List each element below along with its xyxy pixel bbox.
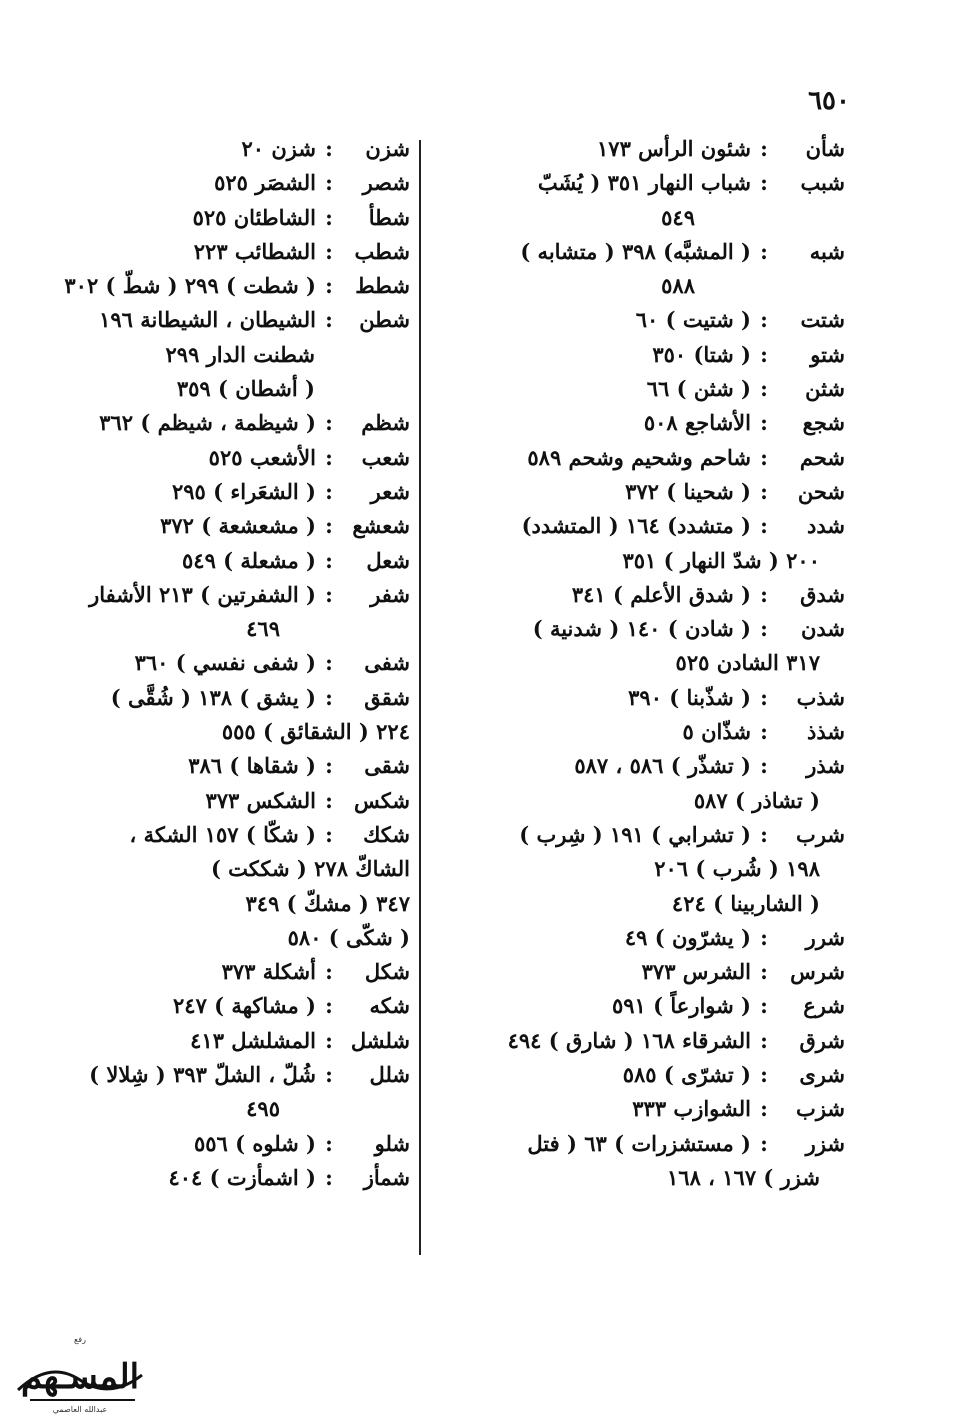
entry-root: شطب	[354, 238, 410, 264]
entry-colon: :	[760, 1027, 768, 1053]
index-entry	[440, 921, 845, 955]
index-entry	[35, 818, 410, 955]
entry-root: شطط	[355, 273, 410, 299]
entry-text: ٢٢٤ ( الشقائق ) ٥٥٥	[221, 719, 410, 745]
entry-colon: :	[325, 478, 333, 504]
entry-colon: :	[325, 821, 333, 847]
entry-root: شعل	[366, 547, 410, 573]
entry-text: أشكلة ٣٧٣	[221, 959, 316, 985]
entry-text: ( مستشزرات ) ٦٣ ( فتل	[527, 1130, 751, 1156]
entry-text: ( تشرّى ) ٥٨٥	[622, 1062, 751, 1088]
index-entry	[35, 201, 410, 235]
entry-text: ( شتا) ٣٥٠	[652, 341, 751, 367]
entry-colon: :	[760, 170, 768, 196]
entry-first-line	[440, 372, 845, 406]
entry-root: شلل	[369, 1062, 410, 1088]
index-entry	[440, 509, 845, 578]
entry-colon: :	[325, 238, 333, 264]
entry-text: شطنت الدار ٢٩٩	[165, 341, 315, 367]
entry-root: شتو	[810, 341, 845, 367]
index-entry	[440, 681, 845, 715]
entry-text: ( تشاذر ) ٥٨٧	[693, 787, 820, 813]
entry-first-line	[440, 1024, 845, 1058]
entry-root: شزب	[796, 1096, 845, 1122]
index-entry	[440, 1127, 845, 1196]
index-entry	[440, 578, 845, 612]
entry-colon: :	[760, 1062, 768, 1088]
entry-text: الشرس ٣٧٣	[641, 959, 751, 985]
entry-text: ( شثن ) ٦٦	[646, 376, 751, 402]
index-column-left	[35, 132, 410, 1195]
entry-root: شحم	[799, 444, 845, 470]
entry-continuation-line	[440, 646, 845, 680]
entry-first-line	[440, 818, 845, 852]
entry-text: ( الشفرتين ) ٢١٣ الأشفار	[89, 581, 316, 607]
entry-first-line	[35, 578, 410, 612]
entry-text: ( يشق ) ١٣٨ ( شُقَّى )	[110, 684, 316, 710]
entry-root: شرق	[799, 1027, 845, 1053]
entry-text: ( شكّى ) ٥٨٠	[287, 924, 410, 950]
index-entry	[440, 303, 845, 337]
entry-text: شباب النهار ٣٥١ ( يُشَبّ	[537, 170, 751, 196]
entry-root: شعب	[361, 444, 410, 470]
entry-colon: :	[760, 1096, 768, 1122]
entry-root: شظم	[361, 410, 410, 436]
entry-text: ( مشاكهة ) ٢٤٧	[173, 993, 316, 1019]
entry-colon: :	[325, 993, 333, 1019]
index-entry	[35, 646, 410, 680]
entry-text: ٥٨٨	[661, 273, 695, 299]
index-entry	[440, 406, 845, 440]
entry-colon: :	[760, 959, 768, 985]
entry-text: ( تشرابي ) ١٩١ ( شِرب )	[519, 821, 751, 847]
entry-first-line	[440, 509, 845, 543]
entry-first-line	[35, 1024, 410, 1058]
entry-colon: :	[325, 753, 333, 779]
entry-text: شُلّ ، الشلّ ٣٩٣ ( شِلالا )	[89, 1062, 316, 1088]
entry-colon: :	[325, 307, 333, 333]
index-entry	[35, 749, 410, 783]
entry-continuation-line	[440, 1161, 845, 1195]
index-column-right	[440, 132, 845, 1195]
entry-text: ( شيظمة ، شيظم ) ٣٦٢	[99, 410, 316, 436]
entry-text: ( المشبَّه) ٣٩٨ ( متشابه )	[520, 238, 751, 264]
entry-colon: :	[760, 616, 768, 642]
entry-text: الأشعب ٥٢٥	[208, 444, 316, 470]
entry-colon: :	[325, 410, 333, 436]
index-entry	[35, 784, 410, 818]
entry-text: الشطائب ٢٢٣	[193, 238, 316, 264]
index-entry	[35, 475, 410, 509]
entry-colon: :	[325, 136, 333, 161]
entry-root: شدن	[800, 616, 845, 642]
entry-colon: :	[325, 273, 333, 299]
entry-text: الشوازب ٣٣٣	[632, 1096, 751, 1122]
entry-text: ( شتيت ) ٦٠	[635, 307, 751, 333]
entry-first-line	[35, 201, 410, 235]
entry-root: شكل	[364, 959, 410, 985]
index-entry	[35, 1127, 410, 1161]
entry-root: شرر	[805, 924, 845, 950]
entry-first-line	[35, 132, 410, 166]
entry-root: شصر	[362, 170, 410, 196]
entry-colon: :	[760, 478, 768, 504]
index-entry	[440, 749, 845, 818]
entry-root: شعر	[370, 478, 410, 504]
entry-root: شدق	[800, 581, 845, 607]
entry-root: شذر	[806, 753, 845, 779]
entry-text: ( شذّبنا ) ٣٩٠	[628, 684, 751, 710]
entry-text: الشرقاء ١٦٨ ( شارق ) ٤٩٤	[507, 1027, 751, 1053]
index-entry	[35, 235, 410, 269]
entry-first-line	[35, 955, 410, 989]
index-entry	[35, 1161, 410, 1195]
entry-first-line	[35, 1058, 410, 1092]
entry-text: شاحم وشحيم وشحم ٥٨٩	[527, 444, 751, 470]
entry-first-line	[35, 1127, 410, 1161]
entry-first-line	[440, 1058, 845, 1092]
entry-colon: :	[760, 581, 768, 607]
index-entry	[440, 818, 845, 921]
entry-root: شرب	[796, 821, 845, 847]
entry-continuation-line	[35, 887, 410, 921]
entry-text: ( شفى نفسي ) ٣٦٠	[134, 650, 316, 676]
entry-colon: :	[760, 993, 768, 1019]
entry-colon: :	[325, 170, 333, 196]
entry-colon: :	[760, 684, 768, 710]
entry-first-line	[35, 269, 410, 303]
entry-root: شفر	[370, 581, 410, 607]
entry-text: ٤٩٥	[246, 1096, 280, 1122]
entry-text: شزن ٢٠	[241, 136, 316, 161]
watermark-main-text: المسـهم	[20, 1357, 140, 1397]
index-entry	[35, 132, 410, 166]
entry-text: ( شوارعاً ) ٥٩١	[612, 993, 751, 1019]
entry-first-line	[35, 406, 410, 440]
index-entry	[440, 989, 845, 1023]
entry-first-line	[440, 166, 845, 200]
entry-root: شثن	[805, 376, 845, 402]
index-entry	[440, 372, 845, 406]
entry-text: ٥٤٩	[661, 204, 695, 230]
entry-text: ( شحينا ) ٣٧٢	[625, 478, 751, 504]
entry-colon: :	[325, 787, 333, 813]
entry-root: شرى	[799, 1062, 845, 1088]
entry-root: شزن	[365, 136, 410, 161]
entry-text: ١٩٨ ( شُرب ) ٢٠٦	[654, 856, 820, 882]
entry-text: ( شكّا ) ١٥٧ الشكة ،	[129, 821, 316, 847]
entry-text: شئون الرأس ١٧٣	[597, 136, 751, 161]
entry-root: شمأز	[363, 1164, 410, 1190]
entry-first-line	[35, 509, 410, 543]
entry-first-line	[440, 715, 845, 749]
index-entry	[440, 715, 845, 749]
entry-first-line	[35, 235, 410, 269]
entry-first-line	[440, 235, 845, 269]
publisher-watermark	[10, 1320, 150, 1415]
entry-colon: :	[760, 444, 768, 470]
entry-first-line	[35, 1161, 410, 1195]
index-entry	[35, 509, 410, 543]
entry-first-line	[35, 818, 410, 852]
index-entry	[440, 338, 845, 372]
entry-colon: :	[325, 959, 333, 985]
entry-text: الشاكّ ٢٧٨ ( شككت )	[210, 856, 410, 882]
entry-root: شلشل	[350, 1027, 410, 1053]
index-entry	[440, 235, 845, 304]
index-entry	[35, 544, 410, 578]
index-entry	[440, 441, 845, 475]
entry-root: شبب	[800, 170, 845, 196]
entry-text: ( تشذّر ) ٥٨٦ ، ٥٨٧	[574, 753, 751, 779]
entry-root: شطأ	[368, 204, 410, 230]
entry-text: الشصَر ٥٢٥	[214, 170, 316, 196]
entry-root: شرس	[790, 959, 845, 985]
entry-continuation-line	[35, 612, 410, 646]
entry-continuation-line	[35, 372, 410, 406]
entry-continuation-line	[440, 784, 845, 818]
entry-first-line	[440, 955, 845, 989]
entry-colon: :	[325, 1062, 333, 1088]
entry-first-line	[440, 921, 845, 955]
entry-colon: :	[325, 684, 333, 710]
entry-continuation-line	[440, 852, 845, 886]
page-number: ٦٥٠	[808, 86, 850, 116]
entry-first-line	[440, 132, 845, 166]
entry-first-line	[440, 681, 845, 715]
entry-root: شرع	[803, 993, 845, 1019]
entry-continuation-line	[35, 715, 410, 749]
entry-first-line	[440, 749, 845, 783]
entry-first-line	[440, 989, 845, 1023]
entry-colon: :	[325, 650, 333, 676]
entry-root: شطن	[359, 307, 410, 333]
entry-continuation-line	[440, 544, 845, 578]
entry-text: شذّان ٥	[682, 719, 751, 745]
index-entry	[35, 578, 410, 647]
entry-text: ( الشاربينا ) ٤٢٤	[671, 890, 820, 916]
index-entry	[35, 269, 410, 303]
entry-text: ( يشرّون ) ٤٩	[624, 924, 751, 950]
index-entry	[35, 166, 410, 200]
entry-root: شزر	[805, 1130, 845, 1156]
watermark-sub-text: عبدالله العاصمي	[52, 1405, 108, 1414]
entry-root: شكس	[354, 787, 410, 813]
entry-continuation-line	[35, 921, 410, 955]
index-entry	[35, 441, 410, 475]
entry-root: شدد	[807, 513, 845, 539]
entry-first-line	[35, 544, 410, 578]
entry-root: شذب	[796, 684, 845, 710]
entry-continuation-line	[35, 1092, 410, 1126]
entry-text: ( مشعشعة ) ٣٧٢	[160, 513, 316, 539]
entry-continuation-line	[440, 887, 845, 921]
entry-colon: :	[325, 581, 333, 607]
entry-text: ( شطت ) ٢٩٩ ( شطّ ) ٣٠٢	[64, 273, 316, 299]
entry-first-line	[440, 406, 845, 440]
entry-text: ( شادن ) ١٤٠ ( شدنية )	[532, 616, 751, 642]
index-entry	[35, 303, 410, 406]
entry-root: شذذ	[807, 719, 845, 745]
entry-first-line	[440, 475, 845, 509]
entry-colon: :	[325, 204, 333, 230]
entry-first-line	[440, 338, 845, 372]
entry-first-line	[35, 646, 410, 680]
entry-first-line	[35, 441, 410, 475]
entry-root: شقق	[364, 684, 410, 710]
entry-text: المشلشل ٤١٣	[190, 1027, 316, 1053]
index-entry	[440, 132, 845, 166]
entry-colon: :	[760, 1130, 768, 1156]
entry-colon: :	[760, 513, 768, 539]
entry-colon: :	[760, 821, 768, 847]
watermark-logo-icon	[10, 1320, 150, 1415]
entry-text: ( شلوه ) ٥٥٦	[193, 1130, 316, 1156]
index-entry	[35, 989, 410, 1023]
entry-colon: :	[760, 307, 768, 333]
entry-colon: :	[325, 1027, 333, 1053]
entry-colon: :	[760, 136, 768, 161]
index-entry	[35, 1058, 410, 1127]
entry-text: ( شدق الأعلم ) ٣٤١	[571, 581, 751, 607]
index-entry	[440, 612, 845, 681]
index-entry	[440, 1092, 845, 1126]
entry-colon: :	[760, 924, 768, 950]
index-entry	[440, 1058, 845, 1092]
entry-text: الشكس ٣٧٣	[205, 787, 316, 813]
entry-first-line	[35, 681, 410, 715]
entry-text: ٣١٧ الشادن ٥٢٥	[675, 650, 820, 676]
entry-root: شقى	[364, 753, 410, 779]
entry-root: شفى	[364, 650, 410, 676]
index-entry	[35, 406, 410, 440]
entry-colon: :	[760, 410, 768, 436]
entry-colon: :	[325, 1164, 333, 1190]
entry-text: ٤٦٩	[246, 616, 280, 642]
entry-text: ( أشطان ) ٣٥٩	[176, 376, 315, 402]
entry-text: الشاطئان ٥٢٥	[192, 204, 316, 230]
entry-text: ٢٠٠ ( شدّ النهار ) ٣٥١	[622, 547, 820, 573]
entry-root: شلو	[374, 1130, 410, 1156]
entry-root: شأن	[805, 136, 845, 161]
index-entry	[440, 475, 845, 509]
entry-colon: :	[760, 238, 768, 264]
entry-root: شعشع	[352, 513, 410, 539]
watermark-top-text: رفع	[74, 1335, 86, 1344]
entry-text: ( الشعَراء ) ٢٩٥	[171, 478, 316, 504]
entry-text: ( اشمأزت ) ٤٠٤	[168, 1164, 316, 1190]
entry-text: شزر ) ١٦٧ ، ١٦٨	[667, 1164, 820, 1190]
entry-root: شحن	[797, 478, 845, 504]
entry-first-line	[35, 749, 410, 783]
entry-root: شكك	[363, 821, 410, 847]
entry-text: ( متشدد) ١٦٤ ( المتشدد)	[521, 513, 751, 539]
entry-colon: :	[325, 444, 333, 470]
entry-root: شجع	[802, 410, 845, 436]
index-entry	[440, 1024, 845, 1058]
entry-first-line	[35, 989, 410, 1023]
index-entry	[35, 955, 410, 989]
entry-continuation-line	[440, 269, 845, 303]
entry-root: شبه	[809, 238, 845, 264]
entry-colon: :	[325, 513, 333, 539]
index-entry	[35, 1024, 410, 1058]
entry-colon: :	[325, 547, 333, 573]
entry-text: ( شقاها ) ٣٨٦	[188, 753, 316, 779]
entry-first-line	[440, 1127, 845, 1161]
column-divider	[419, 140, 421, 1255]
entry-root: شتت	[800, 307, 845, 333]
entry-colon: :	[760, 376, 768, 402]
entry-colon: :	[760, 341, 768, 367]
index-entry	[440, 166, 845, 235]
entry-text: الأشاجع ٥٠٨	[643, 410, 751, 436]
entry-first-line	[440, 612, 845, 646]
entry-first-line	[35, 784, 410, 818]
entry-first-line	[35, 475, 410, 509]
entry-colon: :	[760, 719, 768, 745]
entry-colon: :	[760, 753, 768, 779]
entry-first-line	[440, 1092, 845, 1126]
entry-first-line	[35, 303, 410, 337]
entry-text: ٣٤٧ ( مشكّ ) ٣٤٩	[245, 890, 410, 916]
entry-root: شكه	[369, 993, 410, 1019]
entry-continuation-line	[35, 338, 410, 372]
entry-first-line	[440, 303, 845, 337]
entry-text: ( مشعلة ) ٥٤٩	[182, 547, 316, 573]
index-entry	[35, 681, 410, 750]
index-entry	[440, 955, 845, 989]
entry-first-line	[440, 578, 845, 612]
entry-colon: :	[325, 1130, 333, 1156]
entry-continuation-line	[35, 852, 410, 886]
entry-first-line	[440, 441, 845, 475]
entry-first-line	[35, 166, 410, 200]
entry-text: الشيطان ، الشيطانة ١٩٦	[99, 307, 316, 333]
entry-continuation-line	[440, 201, 845, 235]
